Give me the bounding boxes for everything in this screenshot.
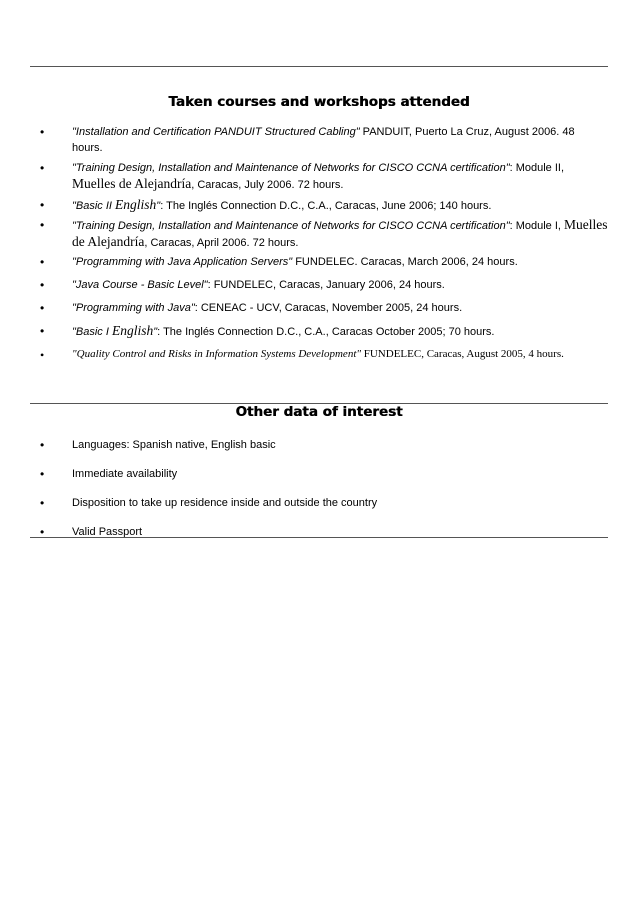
course-detail: : Module I, <box>509 220 565 232</box>
course-title: "Programming with Java Application Servers" <box>72 256 293 268</box>
bullet-icon: • <box>40 218 45 232</box>
list-item <box>30 300 608 316</box>
bullet-icon: • <box>40 467 45 481</box>
course-detail: : The Inglés Connection D.C., C.A., Caracas, June 2006; 140 hours. <box>160 200 492 212</box>
interest-text: Immediate availability <box>72 468 178 480</box>
courses-heading: Taken courses and workshops attended <box>168 94 470 110</box>
course-title: "Basic II <box>72 200 116 212</box>
other-heading: Other data of interest <box>235 404 403 420</box>
list-item <box>30 197 608 214</box>
list-item <box>30 466 608 482</box>
bullet-icon: • <box>40 496 45 510</box>
bullet-icon: • <box>40 301 45 315</box>
bullet-icon: • <box>40 525 45 539</box>
list-item <box>30 346 608 362</box>
course-detail: : CENEAC - UCV, Caracas, November 2005, 24 hours. <box>194 302 463 314</box>
course-title: "Training Design, Installation and Maintenance of Networks for CISCO CCNA certification" <box>72 162 510 174</box>
course-title: "Training Design, Installation and Maintenance of Networks for CISCO CCNA certification" <box>72 220 510 232</box>
course-venue: Muelles de Alejandría <box>72 217 608 249</box>
course-title: "Installation and Certification PANDUIT Structured Cabling" <box>72 126 360 138</box>
list-item <box>30 124 608 156</box>
course-detail: FUNDELEC. Caracas, March 2006, 24 hours. <box>292 256 518 268</box>
bullet-icon: • <box>40 438 45 452</box>
bullet-icon: • <box>40 161 45 175</box>
course-title: "Basic I <box>72 326 112 338</box>
bullet-icon: • <box>40 324 45 338</box>
courses-list <box>30 124 608 362</box>
course-title-end: " <box>156 200 161 212</box>
course-title-end: " <box>153 326 158 338</box>
interest-text: Languages: Spanish native, English basic <box>72 439 276 451</box>
course-detail: FUNDELEC, Caracas, August 2005, 4 hours. <box>361 348 564 360</box>
list-item <box>30 217 608 251</box>
bullet-icon: • <box>40 278 45 292</box>
course-title-serif: English <box>115 197 157 212</box>
bullet-icon: • <box>40 255 45 269</box>
list-item <box>30 277 608 293</box>
other-list <box>30 437 608 540</box>
list-item <box>30 160 608 193</box>
course-detail: : FUNDELEC, Caracas, January 2006, 24 hours. <box>207 279 445 291</box>
course-title: "Quality Control and Risks in Information Systems Development" <box>72 348 361 360</box>
bullet-icon: • <box>40 198 45 212</box>
top-rule <box>30 66 608 67</box>
course-title: "Programming with Java" <box>72 302 195 314</box>
course-title-serif: English <box>111 323 154 338</box>
course-venue: Muelles de Alejandría <box>72 176 192 191</box>
course-detail: : Module II, <box>509 162 565 174</box>
interest-text: Disposition to take up residence inside and outside the country <box>72 497 378 509</box>
course-detail-end: , Caracas, April 2006. 72 hours. <box>144 237 299 249</box>
list-item <box>30 495 608 511</box>
bullet-icon: • <box>40 348 45 362</box>
course-detail: : The Inglés Connection D.C., C.A., Caracas October 2005; 70 hours. <box>157 326 495 338</box>
list-item <box>30 437 608 453</box>
interest-text: Valid Passport <box>72 526 143 538</box>
course-detail: PANDUIT, Puerto La Cruz, August 2006. 48 hours. <box>72 126 575 154</box>
course-title: "Java Course - Basic Level" <box>72 279 208 291</box>
list-item <box>30 254 608 270</box>
course-detail-end: , Caracas, July 2006. 72 hours. <box>191 179 344 191</box>
list-item <box>30 323 608 340</box>
bottom-rule <box>30 537 608 538</box>
bullet-icon: • <box>40 125 45 139</box>
